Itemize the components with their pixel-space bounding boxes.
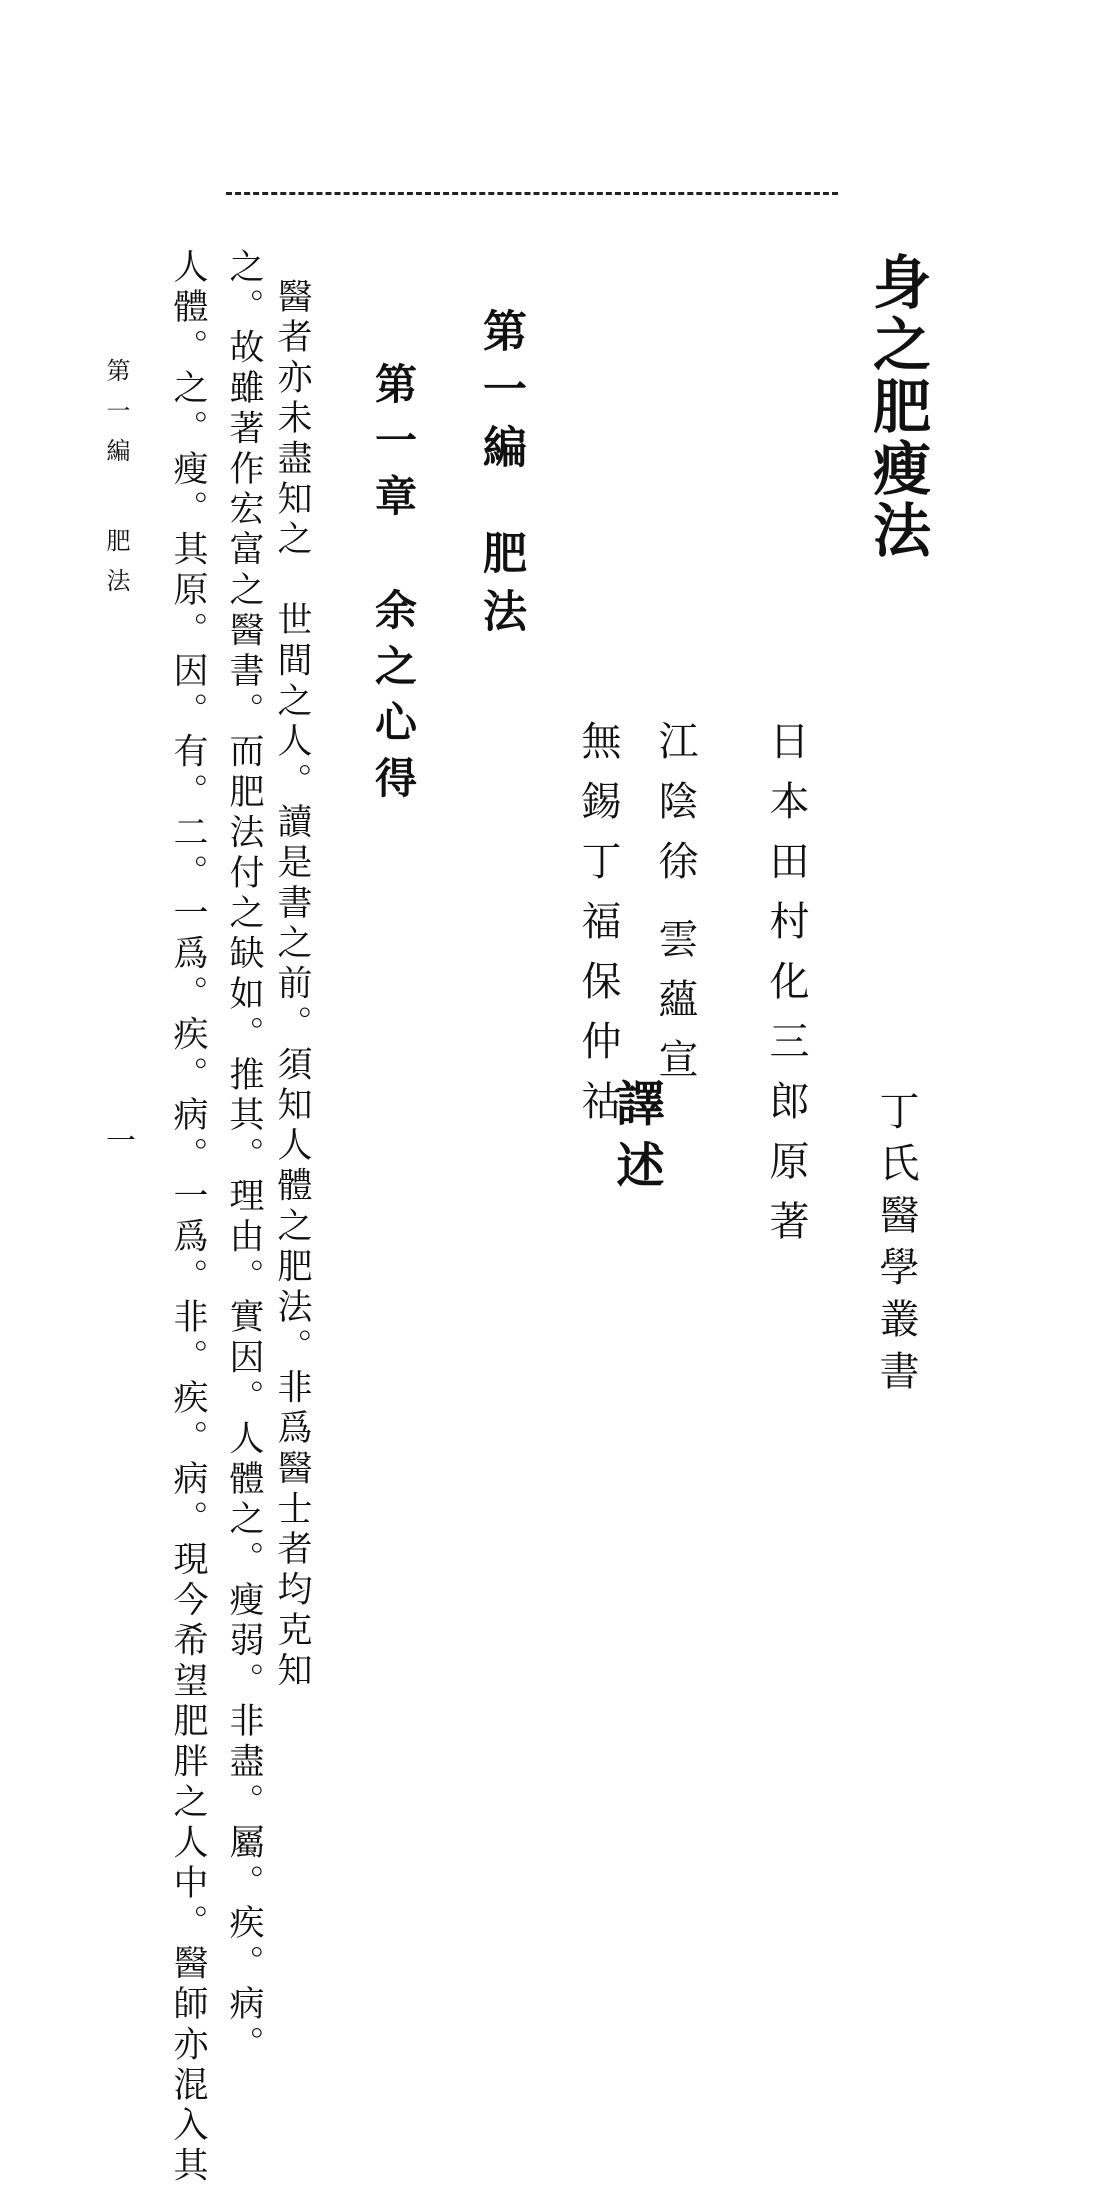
body-text-column-3: 人體。之。瘦。其原。因。有。二。一爲。疾。病。一爲。非。疾。病。現今希望肥胖之人中。醫師亦混入其 <box>168 248 208 2187</box>
part-label: 第一編 <box>475 308 526 482</box>
body-text-column-1: 醫者亦未盡知之 世間之人。讀是書之前。須知人體之肥法。非爲醫士者均克知 <box>272 278 312 1692</box>
margin-part-label: 第一編 <box>102 358 130 478</box>
part-title: 肥法 <box>475 530 526 646</box>
book-title: 身之肥瘦法 <box>863 252 931 562</box>
translator-one-place: 江陰徐 <box>652 720 698 900</box>
top-rule <box>226 192 838 195</box>
original-author: 日本田村化三郎原著 <box>763 720 809 1260</box>
translated-by-label: 譯述 <box>608 1078 664 1202</box>
translator-one-name: 雲蘊宣 <box>652 918 698 1098</box>
translator-two: 無錫丁福保仲祜 <box>575 720 621 1140</box>
series-title: 丁氏醫學叢書 <box>873 1090 919 1402</box>
body-text-column-2: 之。故雖著作宏富之醫書。而肥法付之缺如。推其。理由。實因。人體之。瘦弱。非盡。屬。疾。病。 <box>224 248 264 2066</box>
chapter-title: 余之心得 <box>369 588 418 812</box>
page-number: 一 <box>106 1124 136 1159</box>
margin-title: 肥法 <box>102 528 130 608</box>
chapter-label: 第一章 <box>369 362 418 530</box>
